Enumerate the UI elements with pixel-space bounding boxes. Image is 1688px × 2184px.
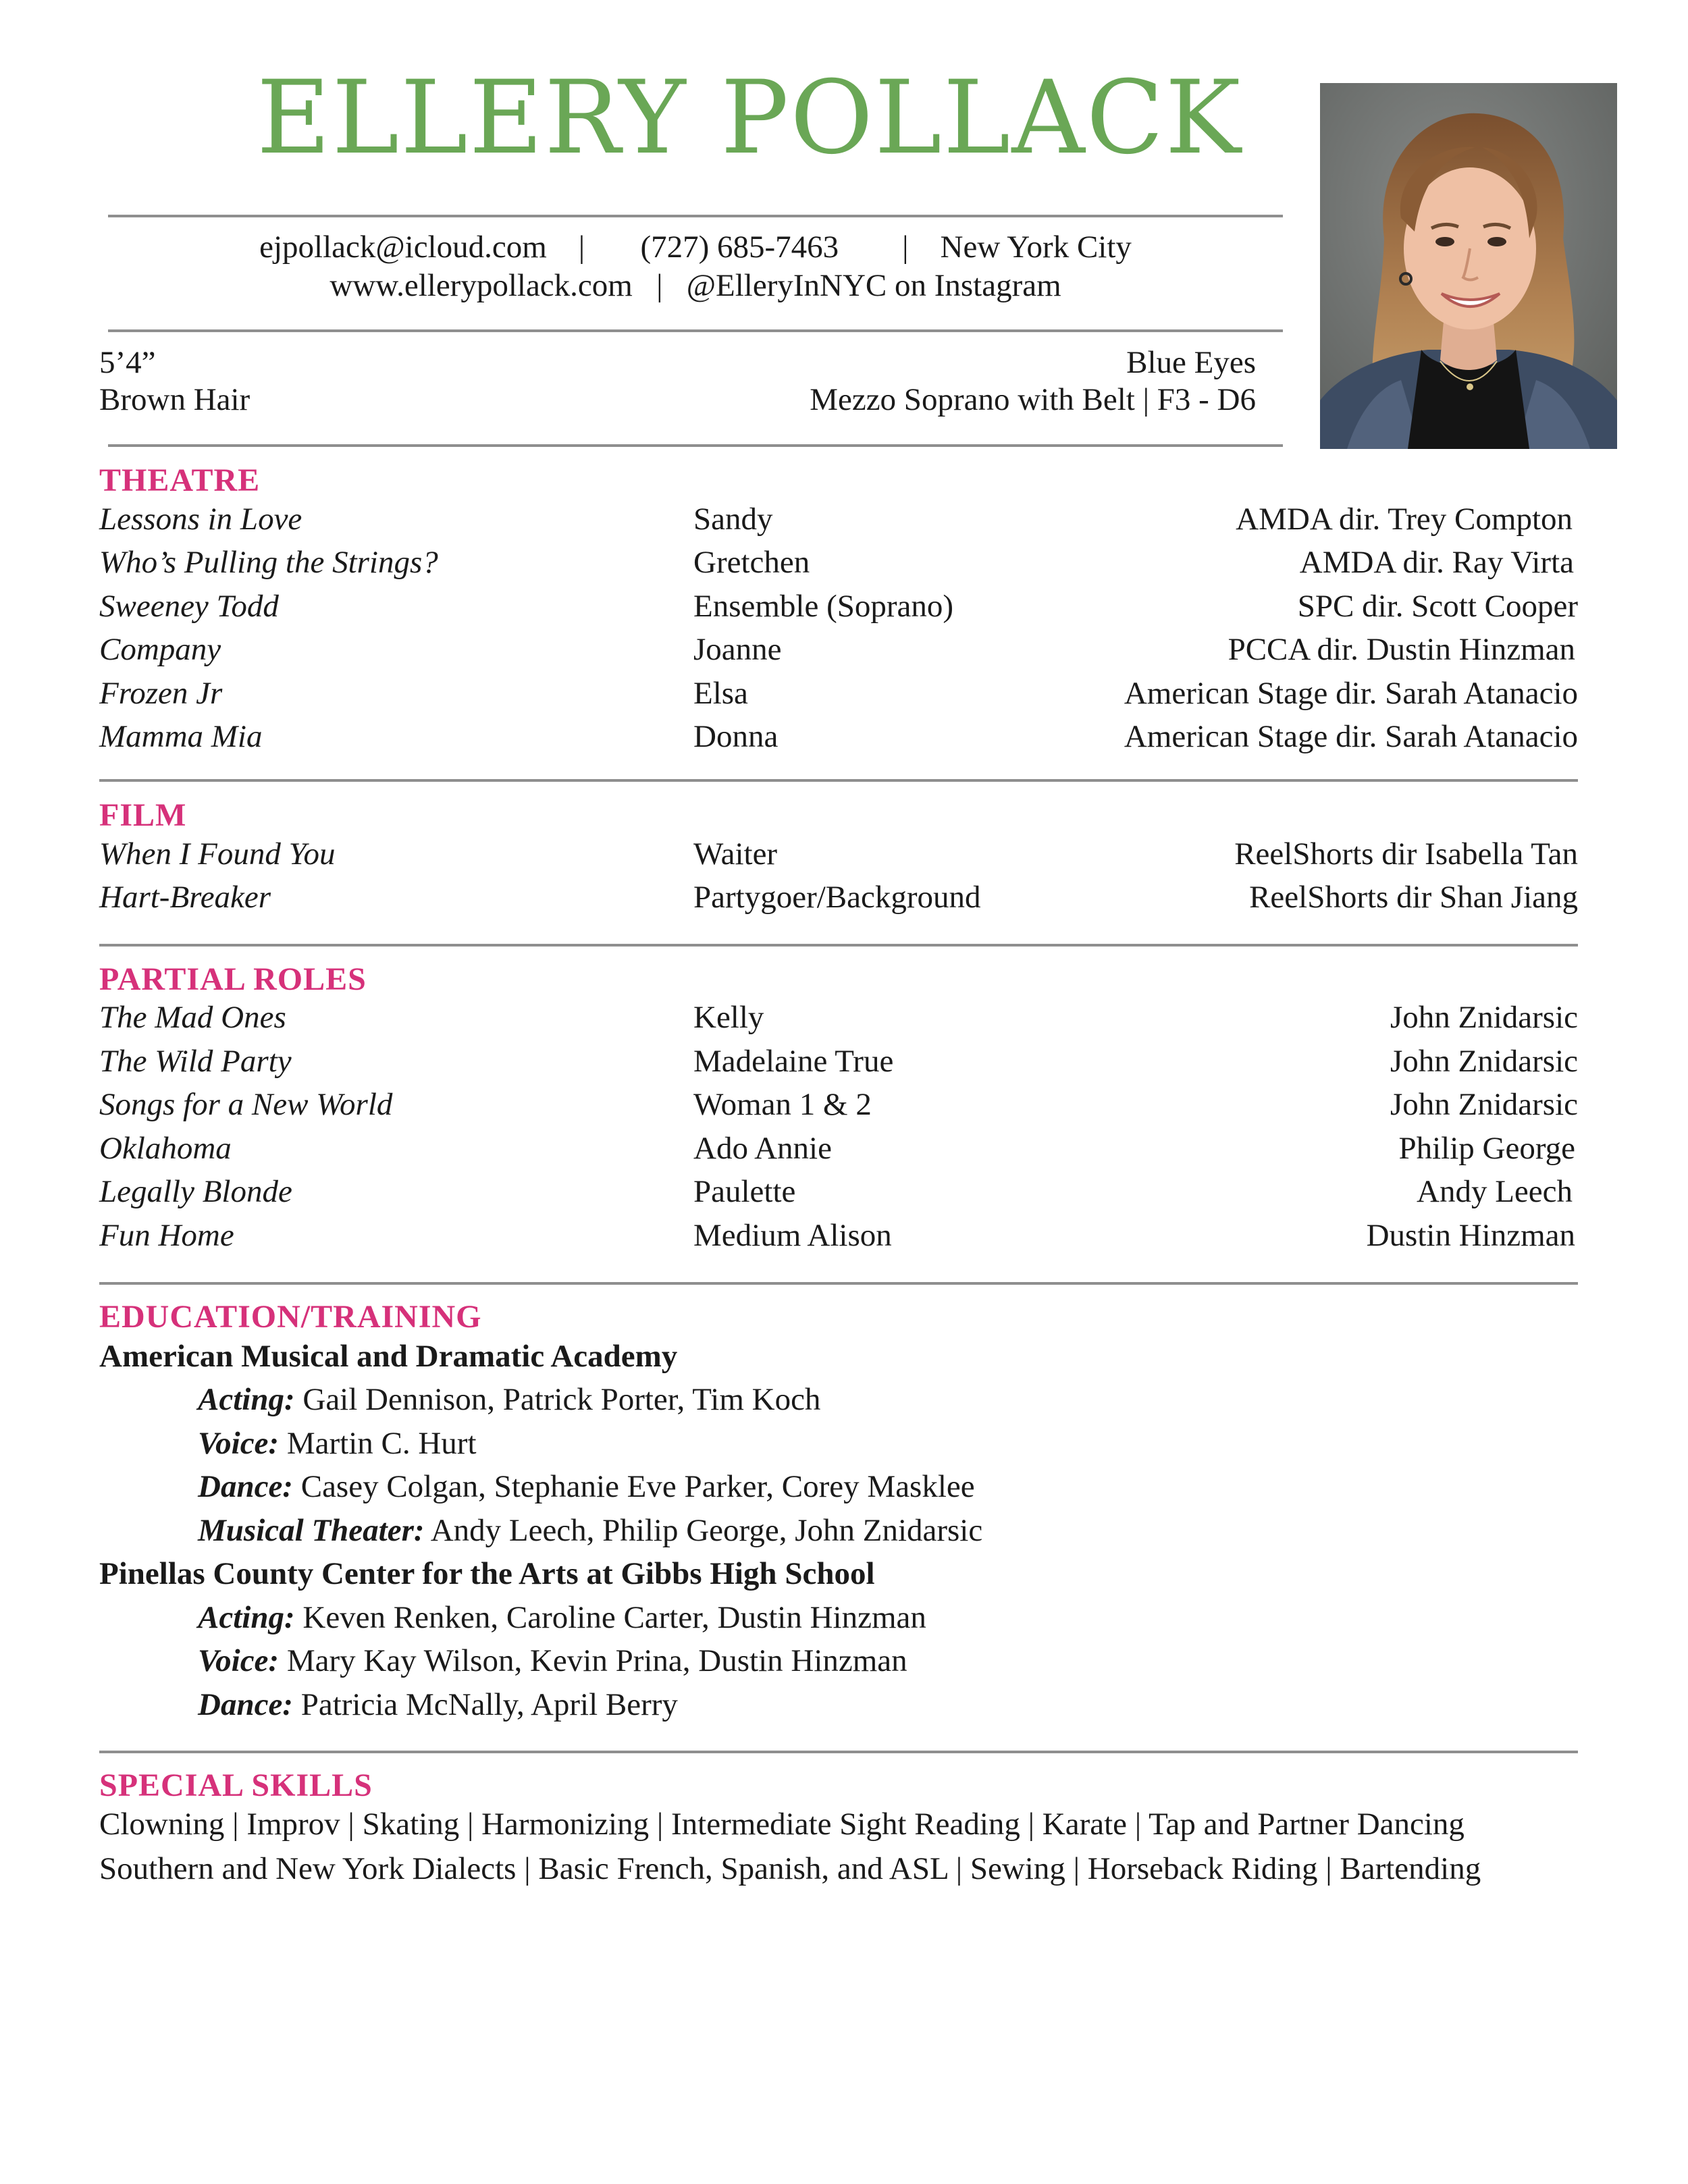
training-item (198, 1684, 678, 1726)
production-title: Fun Home (99, 1218, 234, 1253)
training-label: Acting: (198, 1600, 295, 1635)
production-title: Songs for a New World (99, 1087, 393, 1122)
contact-line-1: ejpollack@icloud.com | (727) 685-7463 | New York City (259, 230, 1132, 265)
school-name: American Musical and Dramatic Academy (99, 1339, 678, 1374)
role-name: Sandy (693, 502, 773, 537)
credit: John Znidarsic (1390, 1044, 1578, 1079)
role-name: Paulette (693, 1174, 796, 1209)
training-label: Dance: (198, 1469, 293, 1504)
special-skills-heading: SPECIAL SKILLS (99, 1767, 373, 1803)
production-title: Legally Blonde (99, 1174, 292, 1209)
production-title: Company (99, 632, 221, 667)
role-name: Donna (693, 719, 779, 754)
instructor-list: Andy Leech, Philip George, John Znidarsic (424, 1513, 983, 1548)
role-name: Woman 1 & 2 (693, 1087, 872, 1122)
resume-name: ELLERY POLLACK (257, 59, 1242, 177)
theatre-row (99, 498, 1578, 540)
production-title: When I Found You (99, 836, 336, 872)
training-item (198, 1510, 982, 1551)
credit: ReelShorts dir Shan Jiang (1249, 880, 1578, 915)
headshot-photo (1320, 83, 1617, 449)
production-title: The Mad Ones (99, 1000, 286, 1035)
instructor-list: Keven Renken, Caroline Carter, Dustin Hinzman (294, 1600, 926, 1635)
headshot-illustration (1320, 83, 1617, 449)
production-title: Who’s Pulling the Strings? (99, 545, 438, 580)
role-name: Ado Annie (693, 1131, 832, 1166)
contact-line-2: www.ellerypollack.com | @ElleryInNYC on Instagram (329, 268, 1061, 303)
instructor-list: Patricia McNally, April Berry (292, 1687, 678, 1722)
partial-role-row (99, 1215, 1578, 1256)
theatre-row (99, 716, 1578, 757)
partial-roles-divider (99, 1282, 1578, 1285)
partial-role-row (99, 1084, 1578, 1125)
training-item (198, 1640, 907, 1682)
role-name: Elsa (693, 676, 748, 711)
theatre-row (99, 672, 1578, 714)
partial-role-row (99, 1040, 1578, 1082)
role-name: Ensemble (Soprano) (693, 589, 954, 624)
production-title: Mamma Mia (99, 719, 263, 754)
education-divider (99, 1751, 1578, 1753)
role-name: Medium Alison (693, 1218, 892, 1253)
skills-line-2: Southern and New York Dialects | Basic French, Spanish, and ASL | Sewing | Horseback Riding | Bartending (99, 1851, 1481, 1886)
theatre-divider (99, 779, 1578, 782)
instructor-list: Mary Kay Wilson, Kevin Prina, Dustin Hinzman (279, 1643, 907, 1678)
instructor-list: Martin C. Hurt (279, 1426, 477, 1461)
production-title: Lessons in Love (99, 502, 302, 537)
partial-role-row (99, 1171, 1578, 1213)
contact-divider (108, 329, 1283, 332)
credit: ReelShorts dir Isabella Tan (1234, 836, 1578, 872)
partial-roles-heading: PARTIAL ROLES (99, 961, 367, 997)
credit: American Stage dir. Sarah Atanacio (1124, 719, 1578, 754)
training-item (198, 1422, 477, 1464)
instructor-list: Gail Dennison, Patrick Porter, Tim Koch (294, 1382, 821, 1417)
production-title: Frozen Jr (99, 676, 223, 711)
theatre-row (99, 585, 1578, 627)
education-heading: EDUCATION/TRAINING (99, 1299, 482, 1335)
partial-role-row (99, 996, 1578, 1038)
production-title: Sweeney Todd (99, 589, 279, 624)
training-label: Musical Theater: (198, 1513, 425, 1548)
theatre-row (99, 629, 1578, 670)
header-divider (108, 215, 1283, 217)
role-name: Partygoer/Background (693, 880, 981, 915)
partial-role-row (99, 1127, 1578, 1169)
theatre-heading: THEATRE (99, 462, 261, 498)
credit: Andy Leech (1417, 1174, 1573, 1209)
credit: American Stage dir. Sarah Atanacio (1124, 676, 1578, 711)
credit: John Znidarsic (1390, 1000, 1578, 1035)
training-item (198, 1379, 820, 1420)
hair-stat: Brown Hair (99, 382, 250, 417)
role-name: Gretchen (693, 545, 810, 580)
credit: AMDA dir. Trey Compton (1236, 502, 1573, 537)
credit: Philip George (1398, 1131, 1575, 1166)
school-name: Pinellas County Center for the Arts at Gibbs High School (99, 1556, 875, 1591)
production-title: Oklahoma (99, 1131, 232, 1166)
film-row (99, 876, 1578, 918)
training-label: Dance: (198, 1687, 293, 1722)
production-title: Hart-Breaker (99, 880, 271, 915)
film-row (99, 833, 1578, 875)
credit: John Znidarsic (1390, 1087, 1578, 1122)
training-label: Voice: (198, 1426, 280, 1461)
film-divider (99, 944, 1578, 947)
role-name: Waiter (693, 836, 778, 872)
role-name: Madelaine True (693, 1044, 894, 1079)
skills-line-1: Clowning | Improv | Skating | Harmonizing | Intermediate Sight Reading | Karate | Tap and Partner Dancing (99, 1807, 1465, 1842)
instructor-list: Casey Colgan, Stephanie Eve Parker, Corey Masklee (292, 1469, 975, 1504)
voice-type-stat: Mezzo Soprano with Belt | F3 - D6 (810, 382, 1256, 417)
credit: PCCA dir. Dustin Hinzman (1228, 632, 1575, 667)
stats-divider (108, 444, 1283, 447)
theatre-row (99, 541, 1578, 583)
training-item (198, 1597, 926, 1639)
role-name: Kelly (693, 1000, 764, 1035)
credit: SPC dir. Scott Cooper (1297, 589, 1578, 624)
credit: AMDA dir. Ray Virta (1299, 545, 1574, 580)
role-name: Joanne (693, 632, 782, 667)
eyes-stat: Blue Eyes (1126, 345, 1256, 380)
training-label: Acting: (198, 1382, 295, 1417)
credit: Dustin Hinzman (1366, 1218, 1575, 1253)
training-item (198, 1466, 975, 1508)
training-label: Voice: (198, 1643, 280, 1678)
film-heading: FILM (99, 797, 187, 833)
production-title: The Wild Party (99, 1044, 292, 1079)
height-stat: 5’4” (99, 345, 156, 380)
